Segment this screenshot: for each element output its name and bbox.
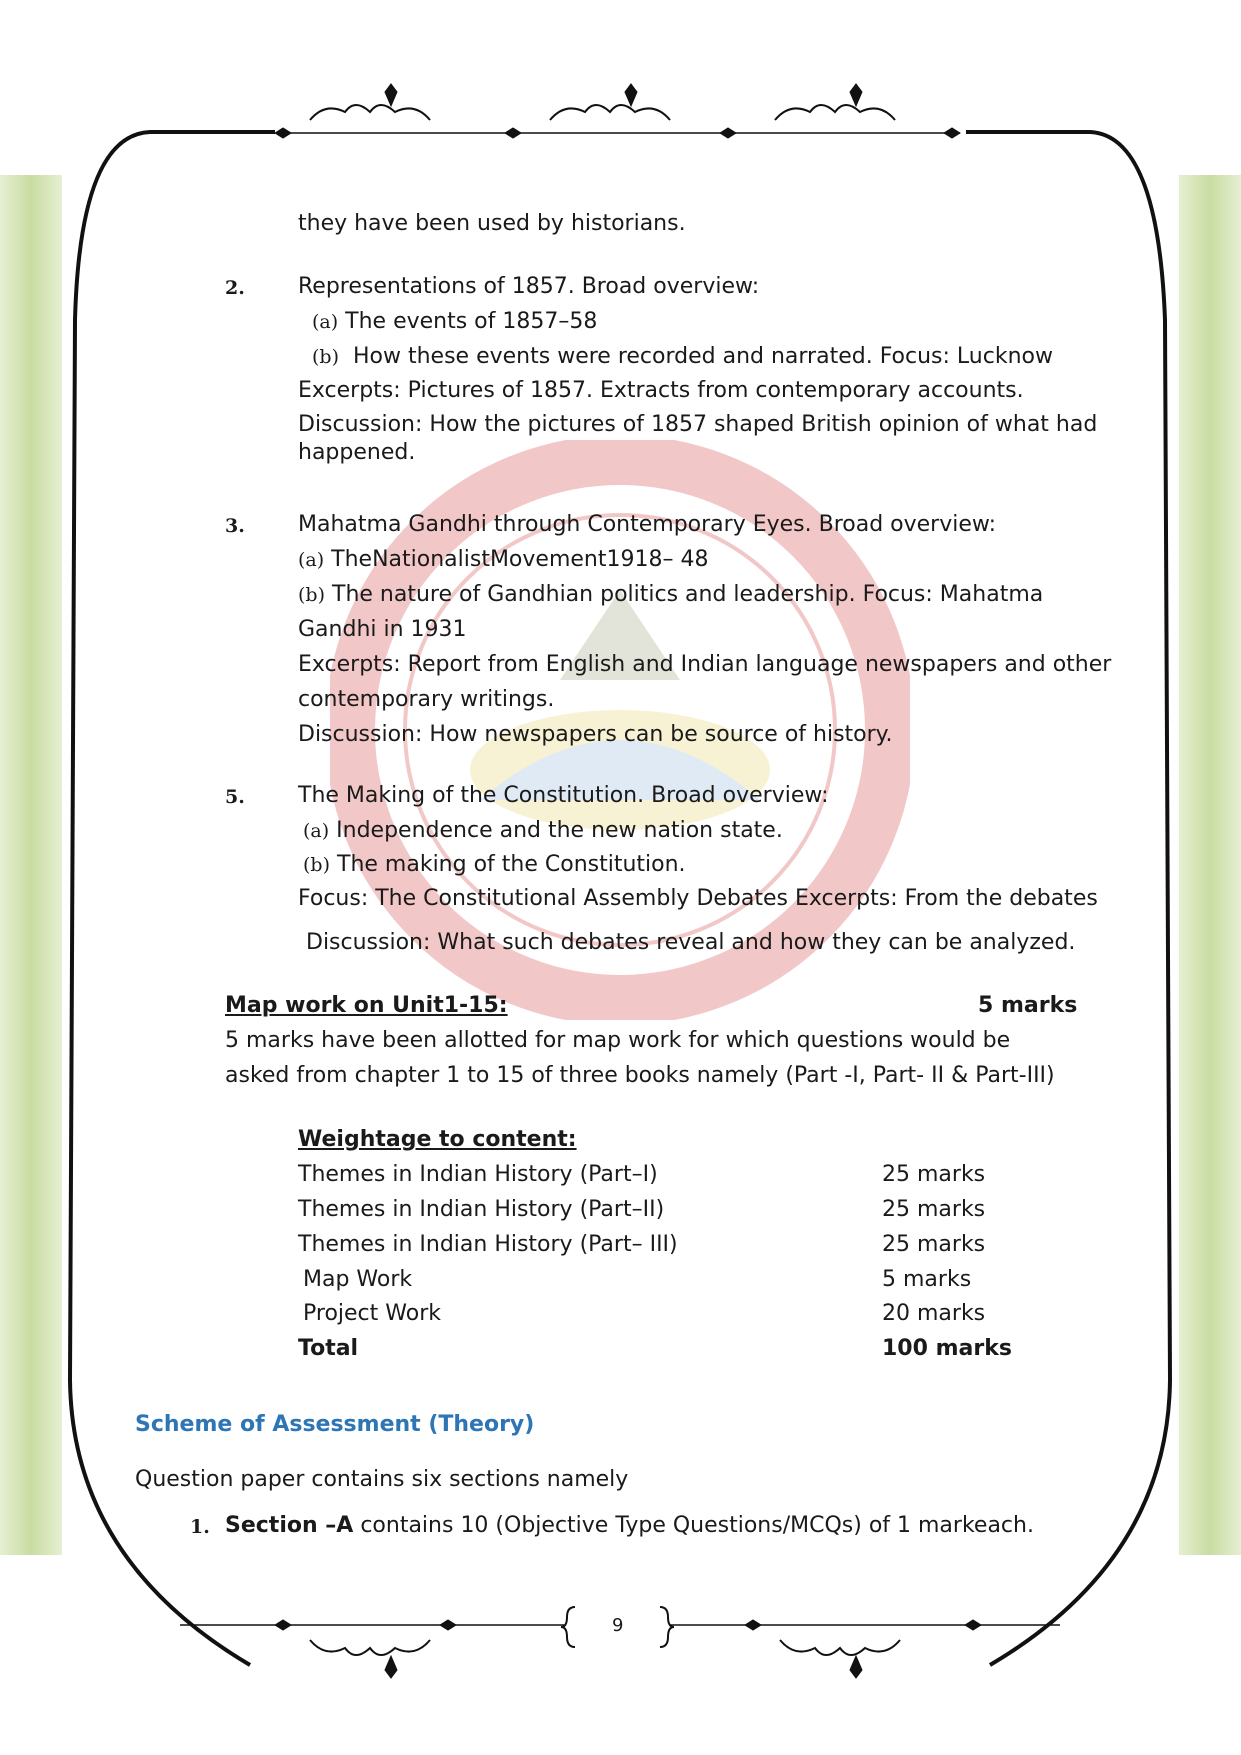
sub-item-a	[312, 308, 597, 336]
weightage-total-label: Total	[298, 1336, 359, 1361]
top-ornament	[275, 84, 960, 138]
assessment-item	[225, 1512, 1034, 1540]
sub-item-label: (a)	[312, 311, 339, 333]
item-number: 3.	[225, 515, 245, 537]
map-work-marks: 5 marks	[978, 993, 1078, 1018]
sub-item-text: The events of 1857–58	[345, 309, 598, 334]
sub-item-label: (a)	[303, 820, 330, 842]
weightage-heading: Weightage to content:	[298, 1127, 577, 1152]
sub-item-text: The making of the Constitution.	[337, 852, 686, 877]
weightage-row-label: Themes in Indian History (Part–I)	[298, 1162, 658, 1187]
focus-line: Focus: The Constitutional Assembly Debates Excerpts: From the debates	[298, 886, 1098, 911]
weightage-row-label: Project Work	[303, 1301, 441, 1326]
item-title: Representations of 1857. Broad overview:	[298, 274, 760, 299]
sub-item-b	[303, 851, 686, 879]
weightage-row-label: Themes in Indian History (Part–II)	[298, 1197, 665, 1222]
assessment-intro: Question paper contains six sections namely	[135, 1467, 629, 1492]
sub-item-a	[298, 546, 708, 574]
weightage-total-marks: 100 marks	[882, 1336, 1012, 1361]
item-number: 5.	[225, 786, 245, 808]
sub-item-label: (a)	[298, 549, 325, 571]
map-work-line: 5 marks have been allotted for map work for which questions would be	[225, 1028, 1011, 1053]
weightage-row-marks: 25 marks	[882, 1232, 986, 1257]
weightage-row-label: Map Work	[303, 1267, 413, 1292]
item-number: 2.	[225, 277, 245, 299]
map-work-line: asked from chapter 1 to 15 of three books namely (Part -I, Part- II & Part-III)	[225, 1063, 1055, 1088]
excerpts-line: Excerpts: Pictures of 1857. Extracts from contemporary accounts.	[298, 378, 1024, 403]
assessment-heading: Scheme of Assessment (Theory)	[135, 1412, 535, 1437]
sub-item-a	[303, 817, 783, 845]
sub-item-b-cont: Gandhi in 1931	[298, 617, 467, 642]
discussion-line: Discussion: How the pictures of 1857 shaped British opinion of what had	[298, 412, 1098, 437]
section-label: Section –A	[225, 1513, 354, 1538]
weightage-row-marks: 25 marks	[882, 1197, 986, 1222]
weightage-row-marks: 20 marks	[882, 1301, 986, 1326]
item-title: The Making of the Constitution. Broad overview:	[298, 783, 829, 808]
sub-item-b	[312, 343, 1053, 371]
sub-item-label: (b)	[298, 584, 325, 606]
sub-item-label: (b)	[312, 346, 339, 368]
sub-item-text: How these events were recorded and narrated. Focus: Lucknow	[353, 344, 1053, 369]
sub-item-label: (b)	[303, 854, 330, 876]
excerpts-line: Excerpts: Report from English and Indian language newspapers and other	[298, 652, 1112, 677]
sub-item-text: The nature of Gandhian politics and leadership. Focus: Mahatma	[332, 582, 1044, 607]
page-number: 9	[612, 1615, 624, 1636]
map-work-heading: Map work on Unit1-15:	[225, 993, 508, 1018]
weightage-row-marks: 5 marks	[882, 1267, 972, 1292]
discussion-line: Discussion: What such debates reveal and how they can be analyzed.	[306, 930, 1076, 955]
section-text: contains 10 (Objective Type Questions/MCQs) of 1 markeach.	[353, 1513, 1034, 1538]
excerpts-line-cont: contemporary writings.	[298, 687, 555, 712]
sub-item-text: Independence and the new nation state.	[336, 818, 783, 843]
weightage-row-marks: 25 marks	[882, 1162, 986, 1187]
discussion-line-cont: happened.	[298, 440, 416, 465]
sub-item-b	[298, 581, 1043, 609]
weightage-row-label: Themes in Indian History (Part– III)	[298, 1232, 678, 1257]
discussion-line: Discussion: How newspapers can be source of history.	[298, 722, 893, 747]
intro-line: they have been used by historians.	[298, 211, 686, 236]
item-title: Mahatma Gandhi through Contemporary Eyes. Broad overview:	[298, 512, 997, 537]
sub-item-text: TheNationalistMovement1918– 48	[331, 547, 709, 572]
assessment-item-number: 1.	[190, 1516, 210, 1538]
